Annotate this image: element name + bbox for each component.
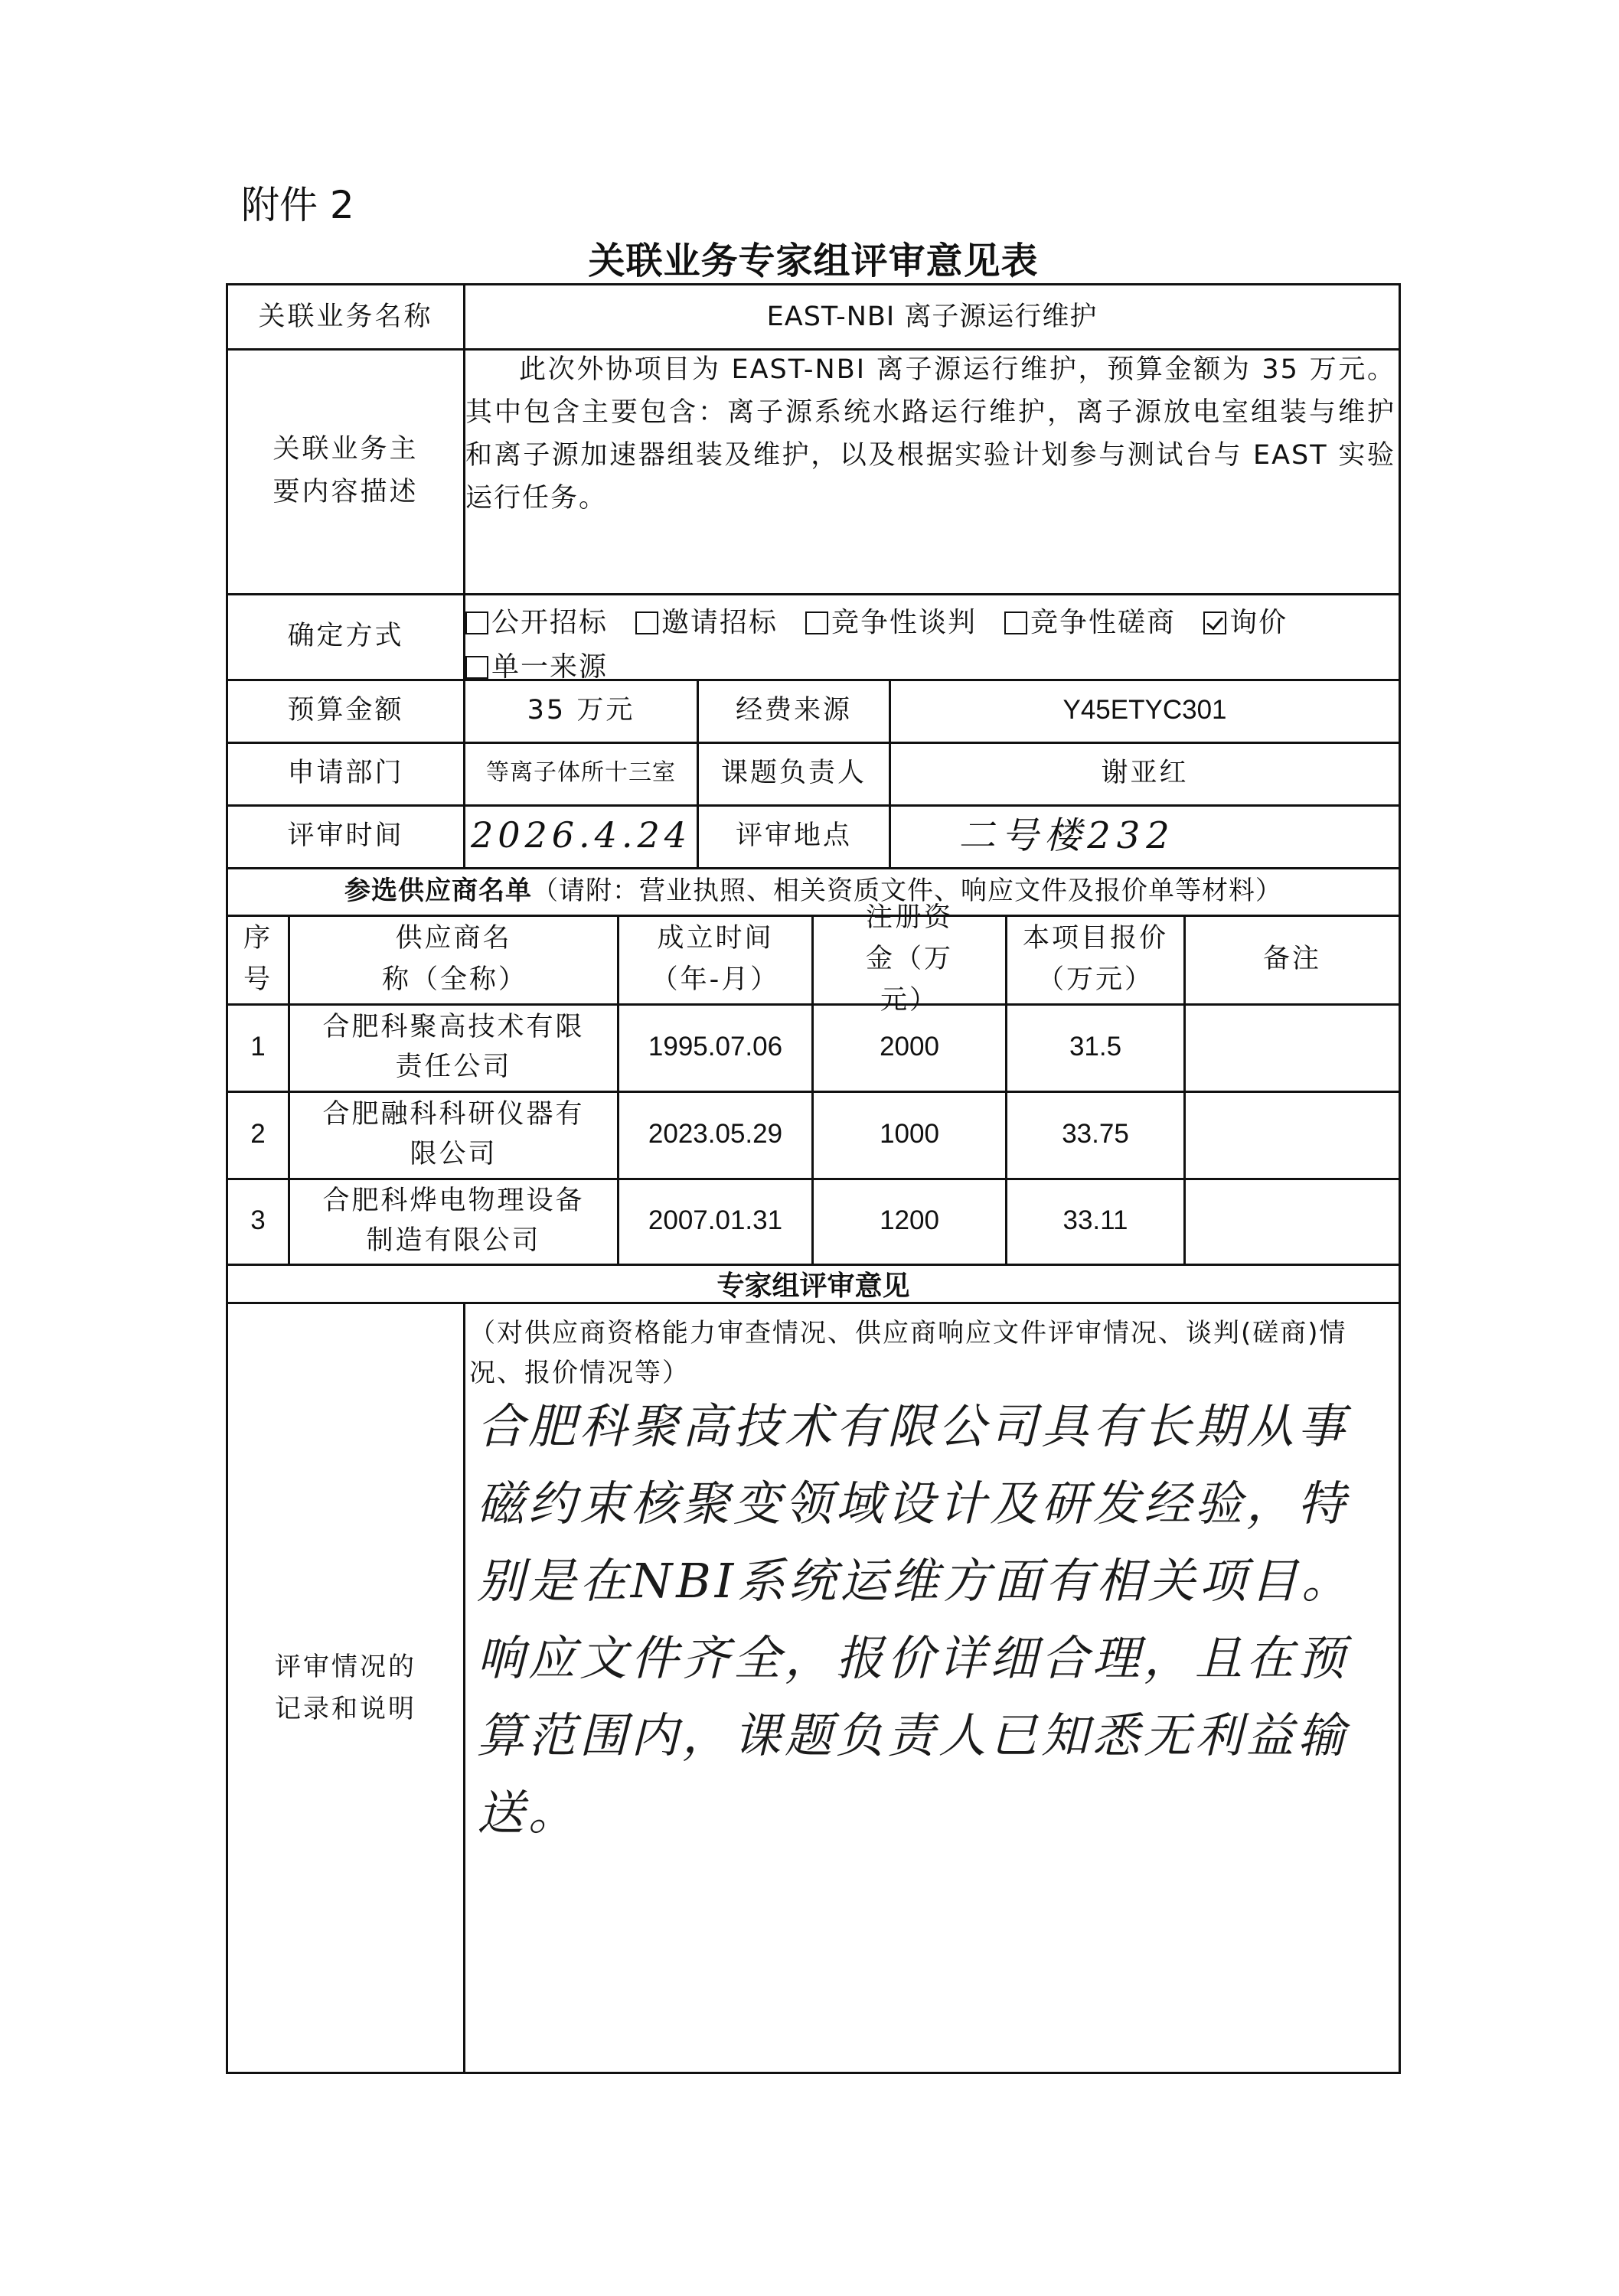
method-options bbox=[465, 601, 1395, 690]
review-form-table bbox=[226, 283, 1401, 2074]
fund-source-value: Y45ETYC301 bbox=[1062, 695, 1227, 725]
method-option-competitive-negotiation[interactable]: 竞争性谈判 bbox=[805, 601, 977, 645]
project-leader-label: 课题负责人 bbox=[720, 758, 867, 788]
attachment-label: 附件 2 bbox=[241, 183, 354, 227]
business-desc-value: 此次外协项目为 EAST-NBI 离子源运行维护，预算金额为 35 万元。其中包含主要包含：离子源系统水路运行维护，离子源放电室组装与维护和离子源加速器组装及维护，以及根据实验计划参与测试台与 EAST 实验运行任务。 bbox=[465, 354, 1395, 514]
col-quote-header: 本项目报价（万元） bbox=[1022, 922, 1168, 995]
checkbox-icon[interactable] bbox=[1004, 612, 1027, 634]
form-title: 关联业务专家组评审意见表 bbox=[588, 240, 1039, 282]
method-option-invited-tender[interactable]: 邀请招标 bbox=[635, 601, 778, 645]
department-label: 申请部门 bbox=[287, 758, 404, 788]
col-index-header: 序号 bbox=[243, 922, 273, 995]
business-name-label: 关联业务名称 bbox=[258, 302, 433, 332]
review-place-value: 二号楼232 bbox=[958, 814, 1176, 857]
supplier-capital: 2000 bbox=[880, 1032, 939, 1062]
review-time-value: 2026.4.24 bbox=[470, 814, 692, 856]
checked-checkbox-icon[interactable] bbox=[1203, 612, 1226, 634]
supplier-founded: 2007.01.31 bbox=[648, 1205, 783, 1235]
method-option-single-source[interactable]: 单一来源 bbox=[465, 645, 608, 690]
row-index: 3 bbox=[250, 1205, 266, 1235]
fund-source-label: 经费来源 bbox=[735, 695, 852, 726]
suppliers-heading-note: （请附：营业执照、相关资质文件、响应文件及报价单等材料） bbox=[532, 876, 1282, 906]
row-index: 1 bbox=[250, 1032, 266, 1062]
supplier-remark bbox=[1186, 1091, 1399, 1178]
supplier-name: 合肥科烨电物理设备制造有限公司 bbox=[322, 1185, 585, 1256]
opinion-handwritten-text: 合肥科聚高技术有限公司具有长期从事磁约束核聚变领域设计及研发经验，特别是在NBI系统运维方面有相关项目。响应文件齐全，报价详细合理，且在预算范围内，课题负责人已知悉无利益输送。 bbox=[477, 1398, 1353, 1841]
col-name-header: 供应商名称（全称） bbox=[382, 922, 528, 995]
suppliers-heading-title: 参选供应商名单 bbox=[344, 876, 532, 906]
method-option-inquiry[interactable]: 询价 bbox=[1203, 601, 1288, 645]
supplier-founded: 2023.05.29 bbox=[648, 1119, 783, 1149]
supplier-remark bbox=[1186, 1003, 1399, 1091]
supplier-name: 合肥融科科研仪器有限公司 bbox=[322, 1098, 585, 1169]
checkbox-icon[interactable] bbox=[635, 612, 658, 634]
row-index: 2 bbox=[250, 1119, 266, 1149]
review-place-label: 评审地点 bbox=[735, 820, 852, 851]
supplier-quote: 31.5 bbox=[1069, 1032, 1122, 1062]
checkbox-icon[interactable] bbox=[805, 612, 828, 634]
method-option-competitive-consultation[interactable]: 竞争性磋商 bbox=[1004, 601, 1176, 645]
supplier-capital: 1200 bbox=[880, 1205, 939, 1235]
budget-label: 预算金额 bbox=[287, 695, 404, 726]
budget-value: 35 万元 bbox=[527, 695, 635, 726]
supplier-capital: 1000 bbox=[880, 1119, 939, 1149]
project-leader-value: 谢亚红 bbox=[1101, 758, 1189, 788]
supplier-quote: 33.11 bbox=[1062, 1205, 1128, 1235]
col-remark-header: 备注 bbox=[1262, 944, 1321, 974]
checkbox-icon[interactable] bbox=[465, 612, 488, 634]
opinion-heading: 专家组评审意见 bbox=[716, 1270, 910, 1302]
col-capital-header: 注册资金（万元） bbox=[865, 902, 953, 1016]
opinion-label: 评审情况的记录和说明 bbox=[275, 1652, 416, 1724]
opinion-hint: （对供应商资格能力审查情况、供应商响应文件评审情况、谈判(磋商)情况、报价情况等） bbox=[469, 1318, 1347, 1388]
col-founded-header: 成立时间（年-月） bbox=[651, 922, 780, 995]
review-time-label: 评审时间 bbox=[287, 820, 404, 851]
checkbox-icon[interactable] bbox=[465, 656, 488, 679]
suppliers-heading bbox=[228, 872, 1399, 911]
department-value: 等离子体所十三室 bbox=[486, 759, 676, 786]
supplier-remark bbox=[1186, 1178, 1399, 1264]
method-option-public-tender[interactable]: 公开招标 bbox=[465, 601, 608, 645]
business-name-value: EAST-NBI 离子源运行维护 bbox=[766, 302, 1098, 332]
method-label: 确定方式 bbox=[287, 621, 404, 651]
supplier-quote: 33.75 bbox=[1062, 1119, 1129, 1149]
supplier-name: 合肥科聚高技术有限责任公司 bbox=[322, 1011, 585, 1082]
business-desc-label: 关联业务主要内容描述 bbox=[273, 434, 419, 507]
supplier-founded: 1995.07.06 bbox=[648, 1032, 783, 1062]
